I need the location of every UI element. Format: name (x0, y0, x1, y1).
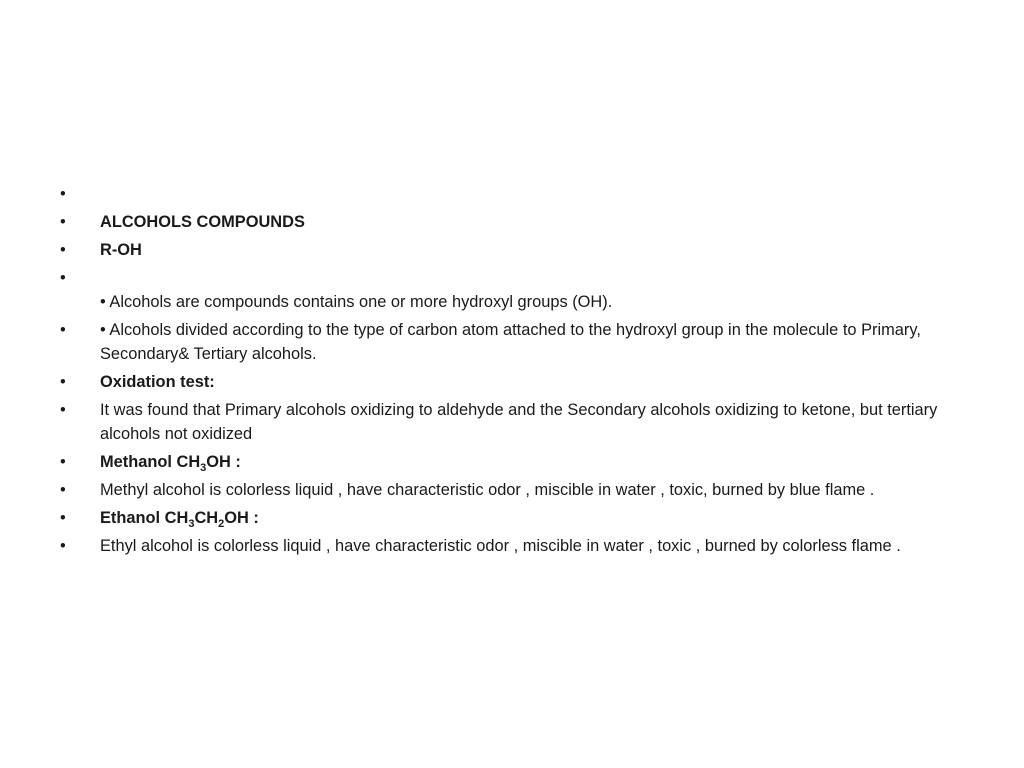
list-item-text (100, 182, 970, 206)
bullet-icon: • (60, 401, 66, 419)
bullet-icon: • (60, 509, 66, 527)
heading-alcohols: ALCOHOLS COMPOUNDS (100, 213, 305, 231)
list-item-definition (60, 266, 970, 314)
classification-text: • Alcohols divided according to the type of carbon atom attached to the hydroxyl group in the molecule to Primary, Secondary& Tertiary alcohols. (100, 321, 921, 363)
list-item-empty-1 (60, 182, 970, 206)
ethanol-formula-mid: CH (194, 509, 219, 527)
list-item-methanol-heading (60, 450, 970, 474)
list-item-heading (60, 210, 970, 234)
methanol-formula-pre: Methanol CH (100, 453, 201, 471)
general-formula: R-OH (100, 241, 142, 259)
bullet-list (60, 182, 970, 562)
bullet-icon: • (60, 269, 66, 287)
list-item-oxidation-heading (60, 370, 970, 394)
oxidation-text: It was found that Primary alcohols oxidizing to aldehyde and the Secondary alcohols oxidizing to ketone, but tertiary alcohols not oxidized (100, 401, 938, 443)
list-item-methanol-text (60, 478, 970, 502)
bullet-icon: • (60, 373, 66, 391)
bullet-icon: • (60, 453, 66, 471)
ethanol-formula-post: OH : (224, 509, 259, 527)
list-item-ethanol-heading (60, 506, 970, 530)
ethanol-heading (100, 506, 970, 530)
methanol-formula-post: OH : (206, 453, 241, 471)
ethanol-sub-3: 3 (188, 518, 195, 530)
bullet-icon: • (60, 481, 66, 499)
oxidation-heading: Oxidation test: (100, 373, 215, 391)
list-item-classification (60, 318, 970, 366)
methanol-text: Methyl alcohol is colorless liquid , have characteristic odor , miscible in water , toxic, burned by blue flame . (100, 481, 875, 499)
bullet-icon: • (60, 537, 66, 555)
methanol-sub-3: 3 (200, 462, 207, 474)
definition-text: • Alcohols are compounds contains one or more hydroxyl groups (OH). (100, 293, 613, 311)
list-item-text (100, 266, 970, 290)
ethanol-formula-pre: Ethanol CH (100, 509, 189, 527)
ethanol-sub-2: 2 (218, 518, 225, 530)
list-item-ethanol-text (60, 534, 970, 558)
list-item-oxidation-text (60, 398, 970, 446)
bullet-icon: • (60, 213, 66, 231)
bullet-icon: • (60, 241, 66, 259)
bullet-icon: • (60, 185, 66, 203)
ethanol-text: Ethyl alcohol is colorless liquid , have characteristic odor , miscible in water , toxic , burned by colorless flame . (100, 537, 901, 555)
methanol-heading (100, 450, 970, 474)
list-item-formula (60, 238, 970, 262)
bullet-icon: • (60, 321, 66, 339)
